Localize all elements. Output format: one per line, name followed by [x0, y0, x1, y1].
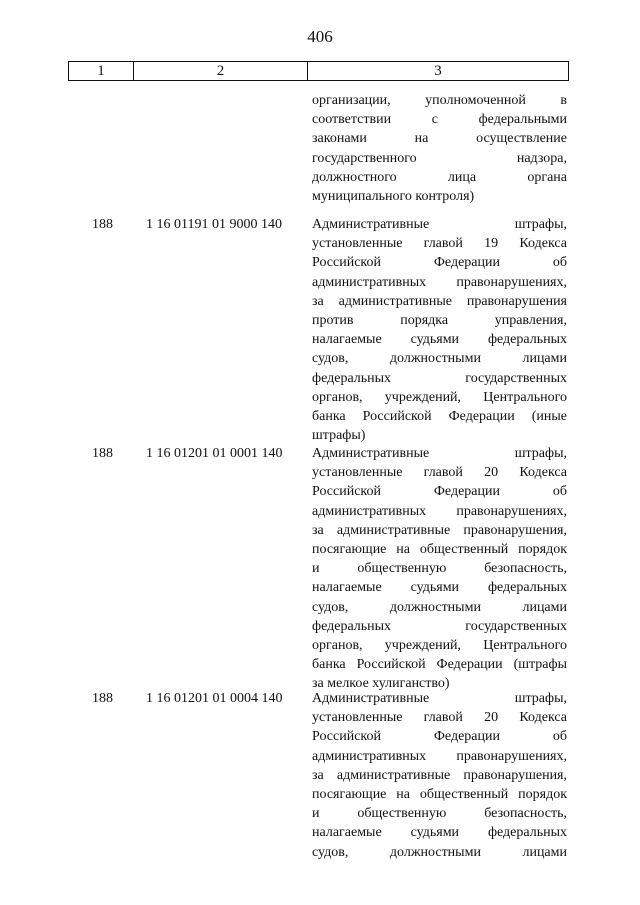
text-line: судов, должностными лицами: [312, 599, 567, 615]
page-number: 406: [307, 27, 333, 46]
text-line: установленные главой 19 Кодекса: [312, 236, 567, 252]
text-line: посягающие на общественный порядок: [312, 541, 567, 557]
text-line: соответствии с федеральными: [312, 112, 567, 128]
header-col-1: 1: [69, 62, 134, 80]
text-line: Российской Федерации об: [312, 484, 567, 500]
text-line: организации, уполномоченной в: [312, 93, 567, 108]
text-line: за мелкое хулиганство): [312, 676, 450, 692]
text-line: органов, учреждений, Центрального: [312, 389, 567, 405]
text-line: Российской Федерации об: [312, 729, 567, 745]
continuation-text: [312, 91, 567, 206]
text-line: Административные штрафы,: [312, 691, 567, 706]
row-2-description: [312, 444, 567, 693]
text-line: судов, должностными лицами: [312, 844, 567, 860]
text-line: за административные правонарушения: [312, 293, 567, 309]
text-line: административных правонарушениях,: [312, 503, 567, 519]
text-line: Российской Федерации об: [312, 255, 567, 271]
text-line: штрафы): [312, 428, 366, 444]
text-line: налагаемые судьями федеральных: [312, 580, 567, 596]
text-line: установленные главой 20 Кодекса: [312, 465, 567, 481]
table-header: [68, 61, 569, 81]
row-3-code: 1 16 01201 01 0004 140: [146, 691, 283, 706]
text-line: должностного лица органа: [312, 169, 567, 185]
text-line: банка Российской Федерации (иные: [312, 408, 567, 424]
text-line: государственного надзора,: [312, 150, 567, 166]
text-line: административных правонарушениях,: [312, 274, 567, 290]
header-col-3: 3: [434, 63, 442, 79]
text-line: за административные правонарушения,: [312, 522, 567, 538]
text-line: федеральных государственных: [312, 370, 567, 386]
row-3-description: [312, 689, 567, 862]
text-line: посягающие на общественный порядок: [312, 786, 567, 802]
text-line: федеральных государственных: [312, 618, 567, 634]
text-line: административных правонарушениях,: [312, 748, 567, 764]
text-line: за административные правонарушения,: [312, 767, 567, 783]
row-2-code: 1 16 01201 01 0001 140: [146, 446, 283, 461]
text-line: налагаемые судьями федеральных: [312, 825, 567, 841]
text-line: Административные штрафы,: [312, 446, 567, 461]
text-line: и общественную безопасность,: [312, 561, 567, 577]
row-3-number: 188: [92, 691, 113, 706]
text-line: органов, учреждений, Центрального: [312, 637, 567, 653]
text-line: муниципального контроля): [312, 188, 475, 204]
text-line: налагаемые судьями федеральных: [312, 332, 567, 348]
header-col-2: 2: [134, 62, 308, 80]
row-2-number: 188: [92, 446, 113, 461]
text-line: законами на осуществление: [312, 131, 567, 147]
text-line: банка Российской Федерации (штрафы: [312, 657, 567, 673]
text-line: против порядка управления,: [312, 312, 567, 328]
text-line: установленные главой 20 Кодекса: [312, 710, 567, 726]
text-line: Административные штрафы,: [312, 217, 567, 232]
text-line: судов, должностными лицами: [312, 351, 567, 367]
row-1-code: 1 16 01191 01 9000 140: [146, 217, 282, 232]
row-1-number: 188: [92, 217, 113, 232]
row-1-description: [312, 215, 567, 445]
text-line: и общественную безопасность,: [312, 806, 567, 822]
